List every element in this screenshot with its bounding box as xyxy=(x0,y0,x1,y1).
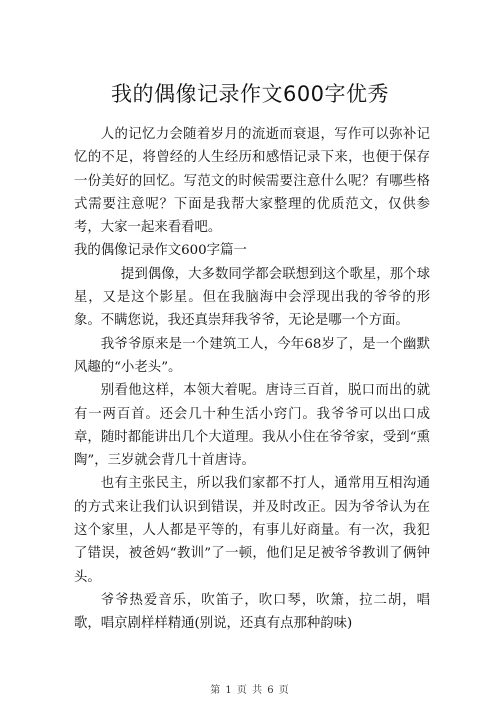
document-title: 我的偶像记录作文600字优秀 xyxy=(110,82,390,106)
section-heading: 我的偶像记录作文600字篇一 xyxy=(74,243,247,259)
paragraph-music: 爷爷热爱音乐，吹笛子，吹口琴，吹箫，拉二胡，唱歌，唱京剧样样精通(别说，还真有点那种韵味) xyxy=(74,592,430,632)
paragraph-idol: 提到偶像，大多数同学都会联想到这个歌星，那个球星，又是这个影星。但在我脑海中会浮现出我的爷爷的形象。不瞒您说，我还真崇拜我爷爷，无论是哪一个方面。 xyxy=(74,266,430,329)
document-body xyxy=(74,123,430,636)
paragraph-grandpa-intro: 我爷爷原来是一个建筑工人，今年68岁了，是一个幽默风趣的“小老头”。 xyxy=(74,336,430,375)
paragraph-democracy: 也有主张民主，所以我们家都不打人，通常用互相沟通的方式来让我们认识到错误，并及时改正。因为爷爷认为在这个家里，人人都是平等的，有事儿好商量。有一次，我犯了错误，被爸妈“教训”了一顿，他们足足被爷爷教训了俩钟头。 xyxy=(74,476,430,585)
paragraph-skills: 别看他这样，本领大着呢。唐诗三百首，脱口而出的就有一两百首。还会几十种生活小窍门。我爷爷可以出口成章，随时都能讲出几个大道理。我从小住在爷爷家，受到“熏陶”，三岁就会背几十首唐诗。 xyxy=(74,383,430,469)
page-footer: 第 1 页 共 6 页 xyxy=(210,685,290,696)
paragraph-intro: 人的记忆力会随着岁月的流逝而衰退，写作可以弥补记忆的不足，将曾经的人生经历和感悟记录下来，也便于保存一份美好的回忆。写范文的时候需要注意什么呢？有哪些格式需要注意呢？下面是我帮大家整理的优质范文，仅供参考，大家一起来看看吧。 xyxy=(74,127,430,236)
